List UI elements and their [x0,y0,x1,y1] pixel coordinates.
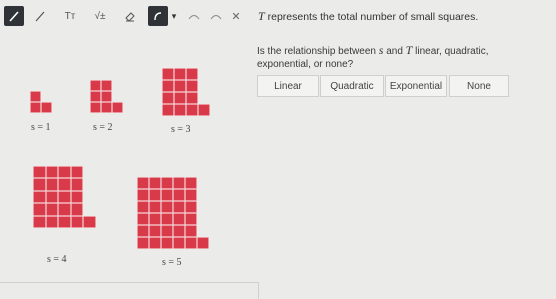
small-square [197,237,209,249]
small-square [185,189,197,201]
small-square [186,104,198,116]
small-square [185,177,197,189]
pencil-icon [34,10,46,22]
small-square [149,225,161,237]
small-square [174,80,186,92]
question-line2: exponential, or none? [257,59,354,70]
caption-s2: s = 2 [93,122,113,133]
pen-icon [8,10,20,22]
sqrt-tool-button[interactable] [90,6,110,26]
small-square [46,203,59,216]
small-square [173,213,185,225]
small-square [58,166,71,179]
small-square [58,191,71,204]
prompt-text: represents the total number of small squares. [264,11,479,23]
question-text [257,44,507,71]
choice-quadratic[interactable]: Quadratic [320,75,384,97]
eraser-tool-button[interactable] [122,6,138,26]
eraser-icon [124,10,136,22]
question-suffix: linear, quadratic, [412,46,489,57]
panel-divider-bottom [0,282,258,283]
small-square [162,92,174,104]
small-square [90,102,101,113]
small-square [46,178,59,191]
undo-icon [152,10,164,22]
small-square [101,80,112,91]
sqrt-icon: √± [94,10,106,22]
small-square [101,102,112,113]
chevron-down-icon: ▾ [171,10,177,21]
caption-s5: s = 5 [162,257,182,268]
small-square [161,177,173,189]
small-square [174,104,186,116]
small-square [162,68,174,80]
small-square [83,216,96,229]
small-square [46,166,59,179]
problem-prompt [258,9,548,24]
small-square [137,237,149,249]
small-square [173,177,185,189]
undo-arc-icon [187,11,201,21]
small-square [46,216,59,229]
choice-linear[interactable]: Linear [257,75,319,97]
small-square [58,216,71,229]
small-square [198,104,210,116]
caption-s1: s = 1 [31,122,51,133]
small-square [186,68,198,80]
small-square [41,102,52,113]
small-square [174,92,186,104]
small-square [46,191,59,204]
undo-dropdown[interactable] [168,6,180,26]
caption-s3: s = 3 [171,124,191,135]
small-square [162,80,174,92]
small-square [173,225,185,237]
redo-arc-button[interactable] [208,6,224,26]
question-var-s: s [378,43,384,57]
question-prefix: Is the relationship between [257,46,379,57]
close-tool-button[interactable] [228,6,244,26]
small-square [33,191,46,204]
choice-exponential[interactable]: Exponential [385,75,447,97]
small-square [90,91,101,102]
small-square [173,237,185,249]
undo-tool-button[interactable] [148,6,168,26]
small-square [33,216,46,229]
small-square [137,225,149,237]
small-square [161,189,173,201]
small-square [173,201,185,213]
small-square [149,213,161,225]
small-square [58,203,71,216]
small-square [101,91,112,102]
panel-divider-right [258,282,259,299]
small-square [185,237,197,249]
small-square [161,237,173,249]
small-square [137,189,149,201]
small-square [33,203,46,216]
small-square [71,191,84,204]
undo-arc-button[interactable] [186,6,202,26]
small-square [30,102,41,113]
small-square [137,177,149,189]
small-square [173,189,185,201]
text-icon: Tт [64,10,76,22]
pen-tool-button[interactable] [4,6,24,26]
small-square [174,68,186,80]
small-square [161,213,173,225]
pencil-tool-button[interactable] [32,6,48,26]
small-square [30,91,41,102]
choice-none[interactable]: None [449,75,509,97]
question-mid: and [383,46,406,57]
small-square [185,225,197,237]
small-square [58,178,71,191]
small-square [71,166,84,179]
text-tool-button[interactable] [60,6,80,26]
small-square [33,166,46,179]
small-square [161,201,173,213]
caption-s4: s = 4 [47,254,67,265]
small-square [185,201,197,213]
small-square [90,80,101,91]
small-square [149,201,161,213]
redo-arc-icon [209,11,223,21]
small-square [33,178,46,191]
small-square [137,201,149,213]
small-square [71,203,84,216]
small-square [149,189,161,201]
question-var-t: T [405,43,413,57]
small-square [71,216,84,229]
small-square [149,177,161,189]
small-square [137,213,149,225]
small-square [185,213,197,225]
prompt-variable: T [258,9,265,23]
small-square [112,102,123,113]
small-square [71,178,84,191]
close-icon: ✕ [231,10,241,23]
small-square [186,80,198,92]
small-square [186,92,198,104]
small-square [162,104,174,116]
small-square [161,225,173,237]
small-square [149,237,161,249]
